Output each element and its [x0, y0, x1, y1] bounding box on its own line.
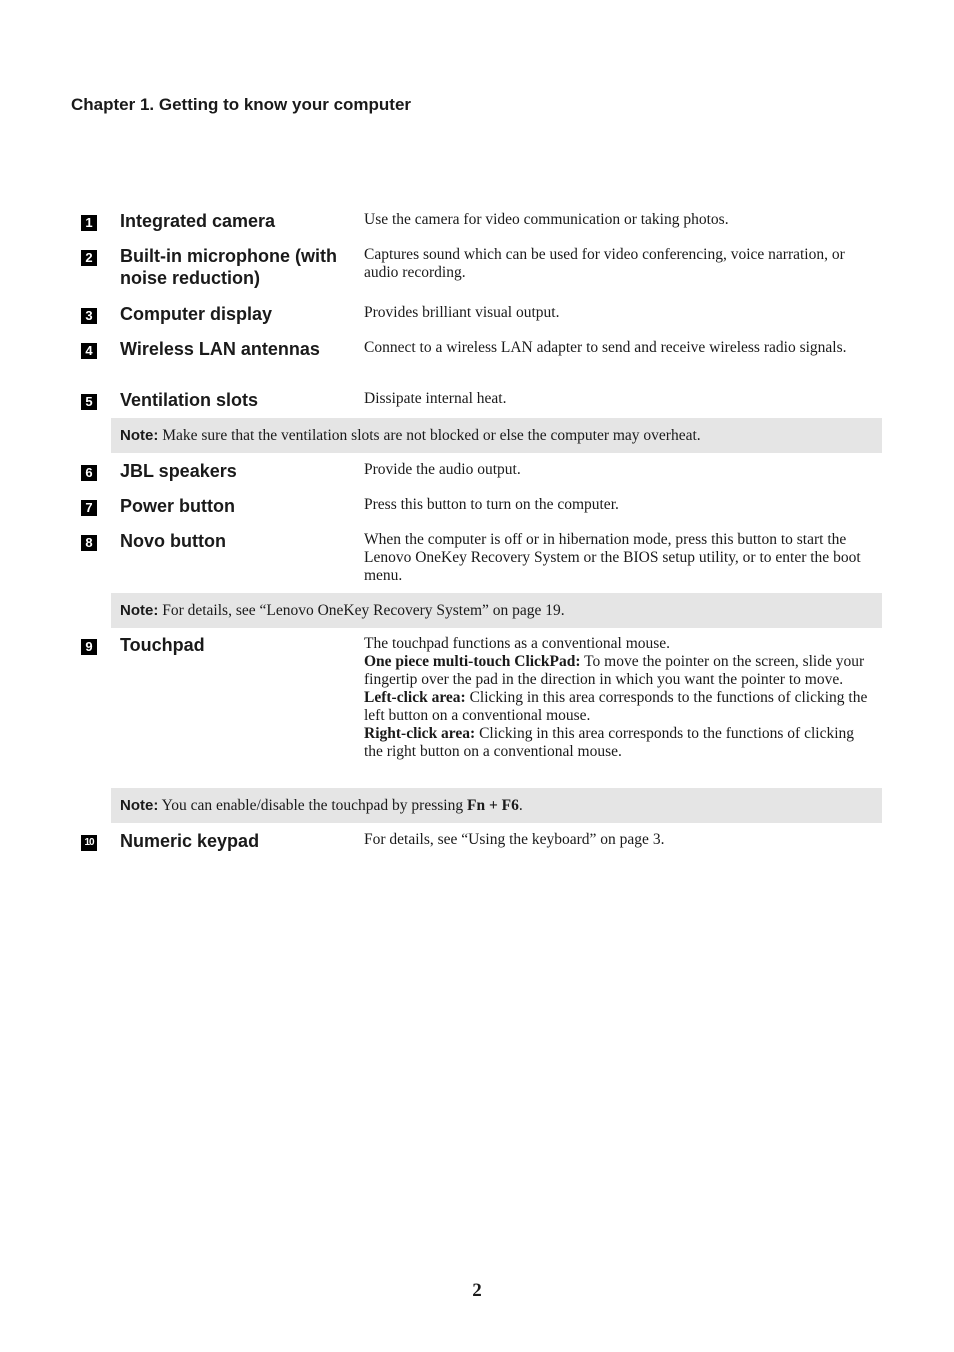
item-label: Computer display	[120, 304, 273, 324]
item-number-badge: 7	[81, 500, 97, 516]
note-text: Make sure that the ventilation slots are not blocked or else the computer may overheat.	[158, 427, 701, 444]
item-number-badge: 1	[81, 215, 97, 231]
note-box	[111, 788, 882, 823]
item-description: Provides brilliant visual output.	[364, 304, 560, 321]
item-number-badge: 8	[81, 535, 97, 551]
note-text: For details, see “Lenovo OneKey Recovery System” on page 19.	[158, 602, 565, 619]
item-label: Wireless LAN antennas	[120, 339, 320, 359]
item-number-badge: 9	[81, 639, 97, 655]
touchpad-subitem	[364, 653, 876, 689]
item-description: When the computer is off or in hibernation mode, press this button to start the Lenovo OneKey Recovery System or the BIOS setup utility, or to enter the boot menu.	[364, 531, 861, 584]
item-label: Touchpad	[120, 635, 205, 655]
note-label: Note:	[120, 427, 159, 444]
item-number-badge: 6	[81, 465, 97, 481]
subitem-text: Clicking in this area corresponds to the functions of clicking the left button on a conventional mouse.	[364, 689, 868, 724]
note-text: You can enable/disable the touchpad by pressing	[158, 797, 467, 814]
item-label: Novo button	[120, 531, 226, 551]
item-number-badge: 3	[81, 308, 97, 324]
item-description: Provide the audio output.	[364, 461, 521, 478]
subitem-term: Right-click area:	[364, 725, 476, 742]
page-number: 2	[472, 1280, 482, 1301]
item-label: Ventilation slots	[120, 390, 259, 410]
item-label: Numeric keypad	[120, 831, 260, 851]
note-key-combo: Fn + F6	[466, 797, 519, 814]
item-number-badge: 4	[81, 343, 97, 359]
subitem-text: To move the pointer on the screen, slide your fingertip over the pad in the direction in which you want the pointer to move.	[364, 653, 865, 688]
note-box	[111, 418, 882, 453]
item-description: Press this button to turn on the computer.	[364, 496, 619, 513]
touchpad-intro: The touchpad functions as a conventional mouse.	[364, 635, 671, 652]
item-description	[364, 635, 876, 761]
item-label: Power button	[120, 496, 235, 516]
item-description: Use the camera for video communication or taking photos.	[364, 211, 729, 228]
item-description: Connect to a wireless LAN adapter to send and receive wireless radio signals.	[364, 339, 847, 356]
item-description: For details, see “Using the keyboard” on page 3.	[364, 831, 665, 848]
note-label: Note:	[120, 602, 159, 619]
subitem-term: Left-click area:	[364, 689, 466, 706]
subitem-term: One piece multi-touch ClickPad:	[364, 653, 581, 670]
item-number-badge: 2	[81, 250, 97, 266]
subitem-text: Clicking in this area corresponds to the functions of clicking the right button on a conventional mouse.	[364, 725, 855, 760]
item-description: Captures sound which can be used for video conferencing, voice narration, or audio recording.	[364, 246, 845, 281]
item-description: Dissipate internal heat.	[364, 390, 507, 407]
note-end: .	[518, 797, 523, 814]
note-box	[111, 593, 882, 628]
item-label: JBL speakers	[120, 461, 237, 481]
chapter-title: Chapter 1. Getting to know your computer	[71, 95, 412, 114]
item-number-badge: 10	[81, 835, 97, 851]
touchpad-subitem	[364, 725, 876, 761]
item-label: Integrated camera	[120, 211, 276, 231]
item-number-badge: 5	[81, 394, 97, 410]
touchpad-subitem	[364, 689, 876, 725]
item-label: Built-in microphone (with noise reduction)	[120, 246, 337, 288]
note-label: Note:	[120, 797, 159, 814]
